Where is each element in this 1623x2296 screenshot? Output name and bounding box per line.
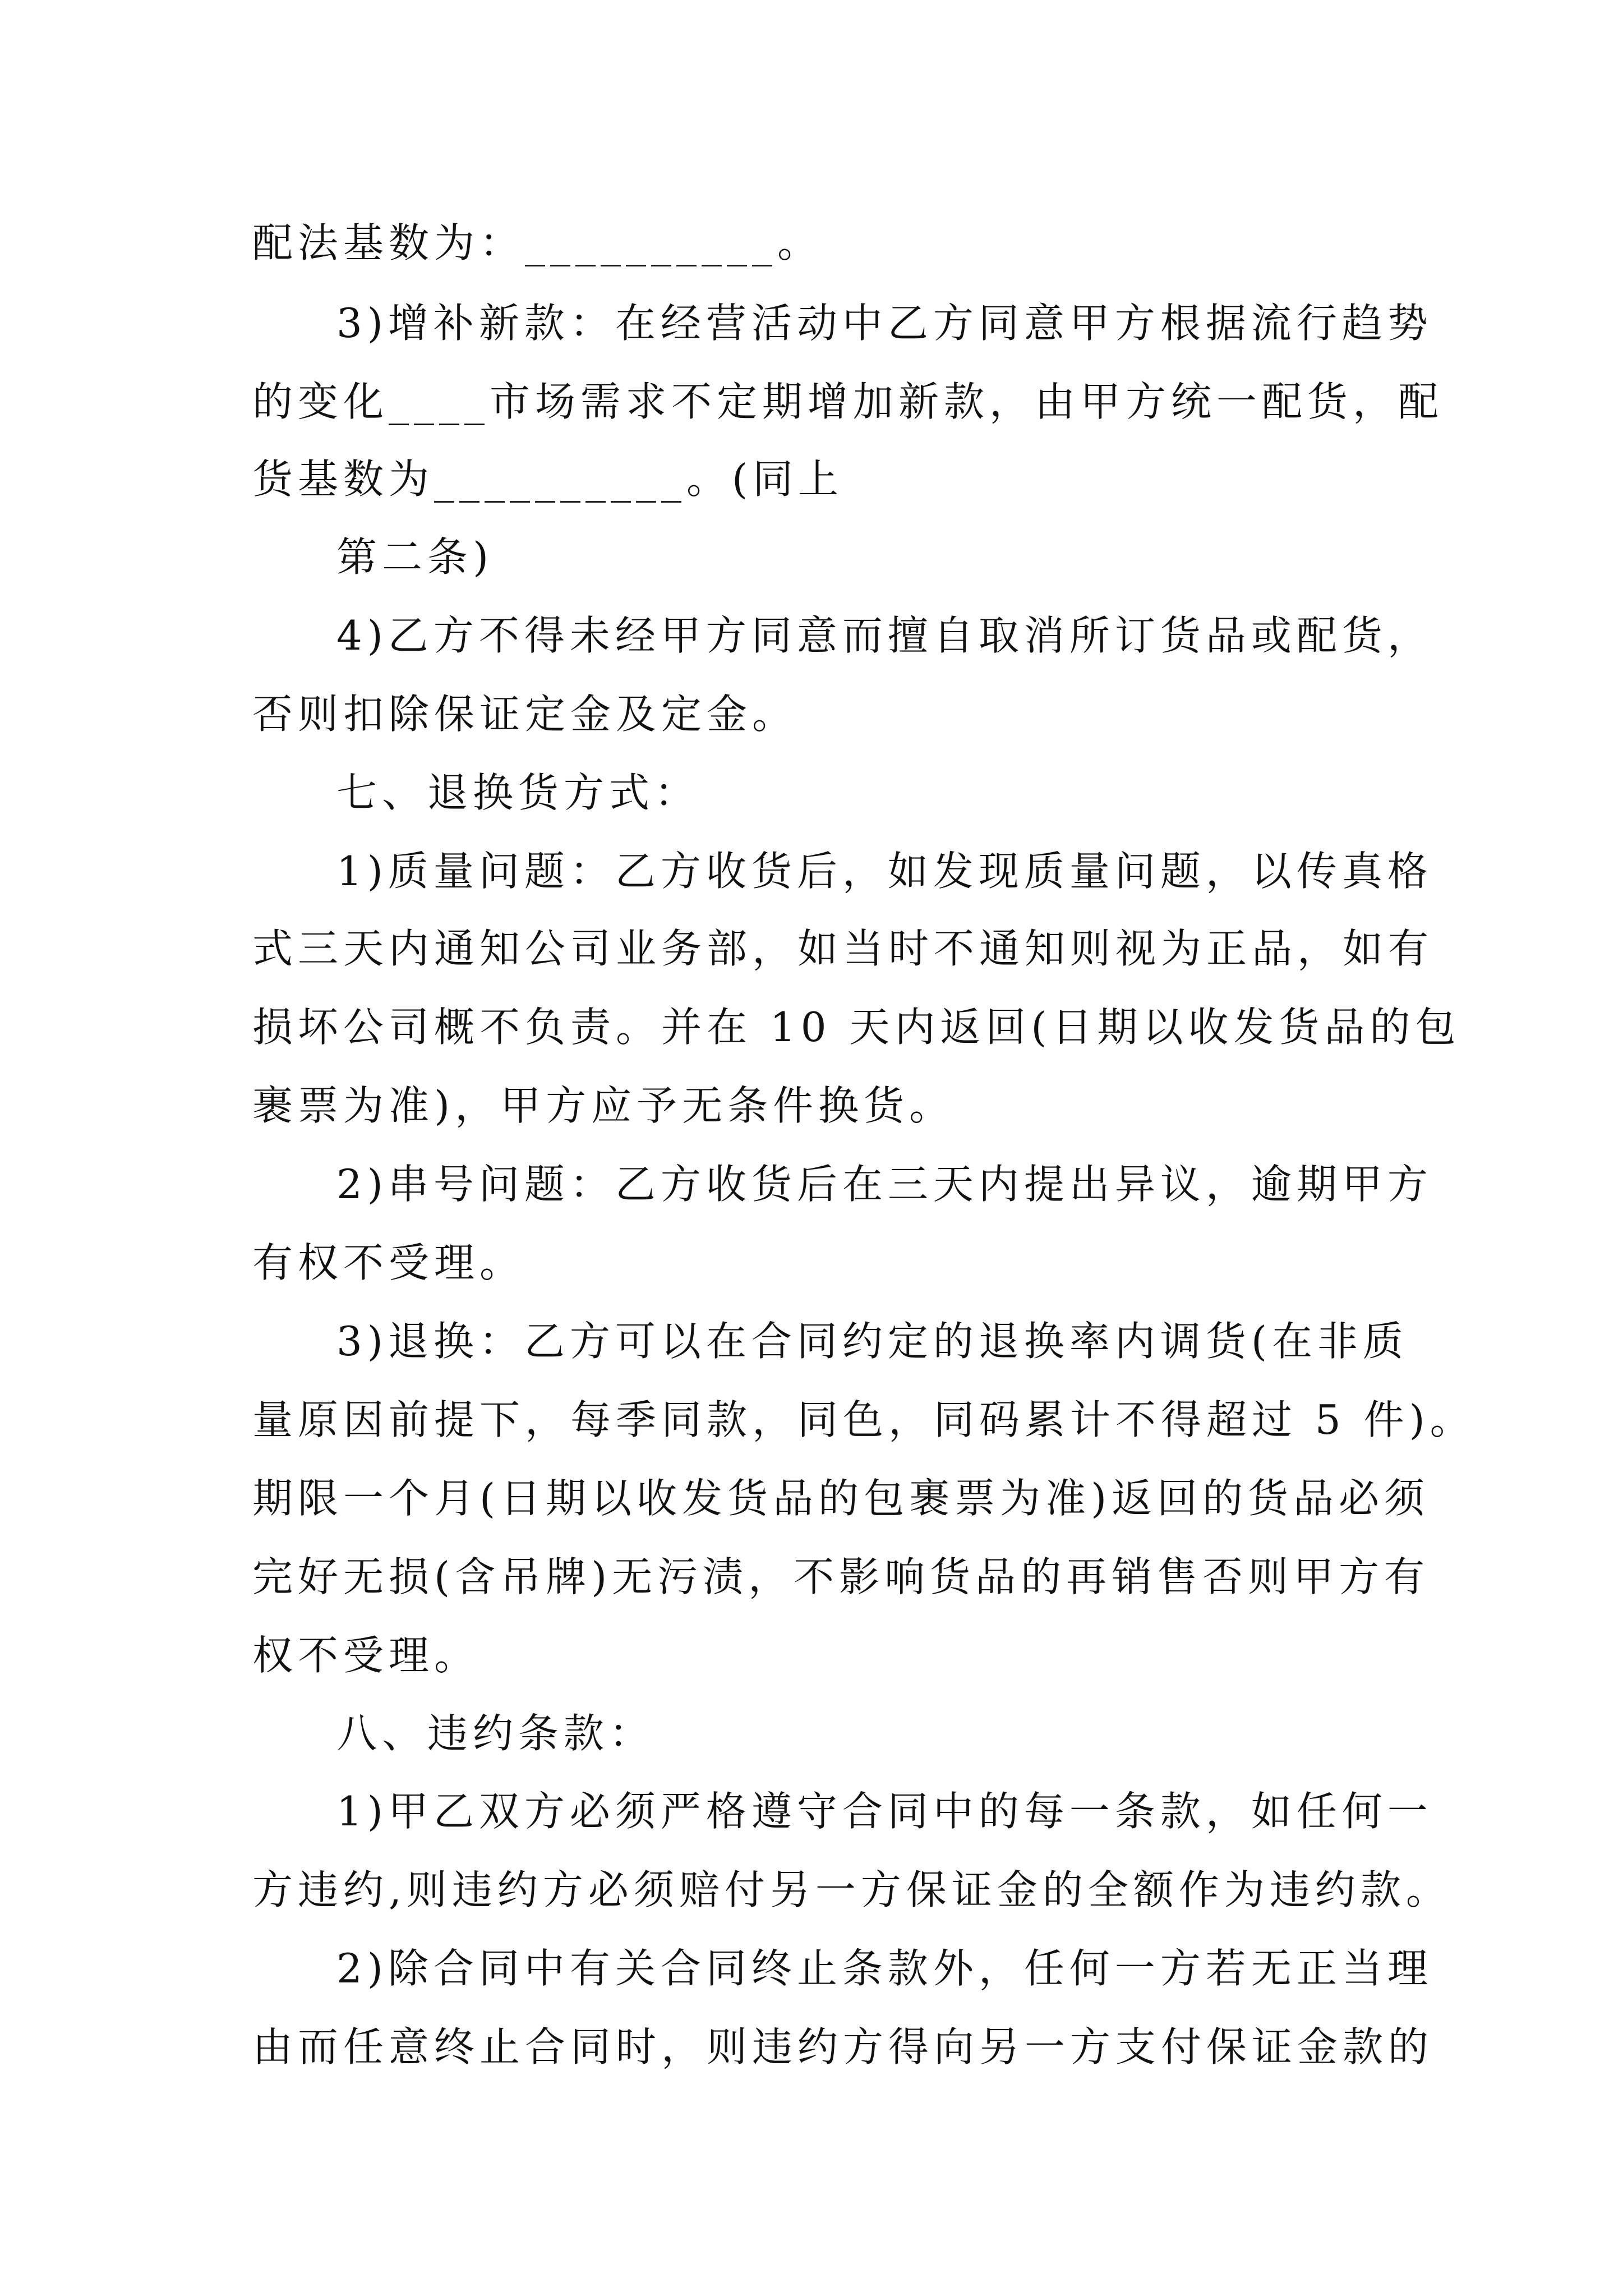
text-line: 式三天内通知公司业务部，如当时不通知则视为正品，如有 [252, 925, 1434, 972]
text-line: 完好无损(含吊牌)无污渍，不影响货品的再销售否则甲方有 [252, 1553, 1430, 1600]
text-line: 由而任意终止合同时，则违约方得向另一方支付保证金款的 [252, 2023, 1434, 2070]
text-line: 裹票为准)，甲方应予无条件换货。 [252, 1082, 955, 1129]
text-line: 配法基数为：__________。 [252, 219, 823, 266]
text-line: 否则扣除保证定金及定金。 [252, 691, 798, 738]
text-line: 有权不受理。 [252, 1239, 525, 1286]
text-line: 七、退换货方式： [336, 769, 700, 816]
text-line: 量原因前提下，每季同款，同色，同码累计不得超过 5 件)。 [252, 1396, 1476, 1443]
text-line: 1)质量问题：乙方收货后，如发现质量问题，以传真格 [336, 848, 1433, 895]
text-line: 方违约,则违约方必须赔付另一方保证金的全额作为违约款。 [252, 1866, 1451, 1913]
text-line: 第二条) [336, 533, 494, 581]
text-line: 货基数为__________。(同上 [252, 455, 844, 503]
text-line: 八、违约条款： [336, 1710, 655, 1757]
text-line: 1)甲乙双方必须严格遵守合同中的每一条款，如任何一 [336, 1788, 1433, 1835]
text-line: 2)除合同中有关合同终止条款外，任何一方若无正当理 [336, 1945, 1433, 1992]
text-line: 3)退换：乙方可以在合同约定的退换率内调货(在非质 [336, 1318, 1408, 1365]
text-line: 的变化____市场需求不定期增加新款，由甲方统一配货，配 [252, 378, 1444, 425]
text-line: 损坏公司概不负责。并在 10 天内返回(日期以收发货品的包 [252, 1004, 1461, 1051]
text-line: 2)串号问题：乙方收货后在三天内提出异议，逾期甲方 [336, 1161, 1433, 1208]
text-line: 权不受理。 [252, 1632, 480, 1679]
text-line: 期限一个月(日期以收发货品的包裹票为准)返回的货品必须 [252, 1475, 1430, 1522]
text-line: 4)乙方不得未经甲方同意而擅自取消所订货品或配货， [336, 612, 1433, 659]
text-line: 3)增补新款：在经营活动中乙方同意甲方根据流行趋势 [336, 300, 1433, 347]
